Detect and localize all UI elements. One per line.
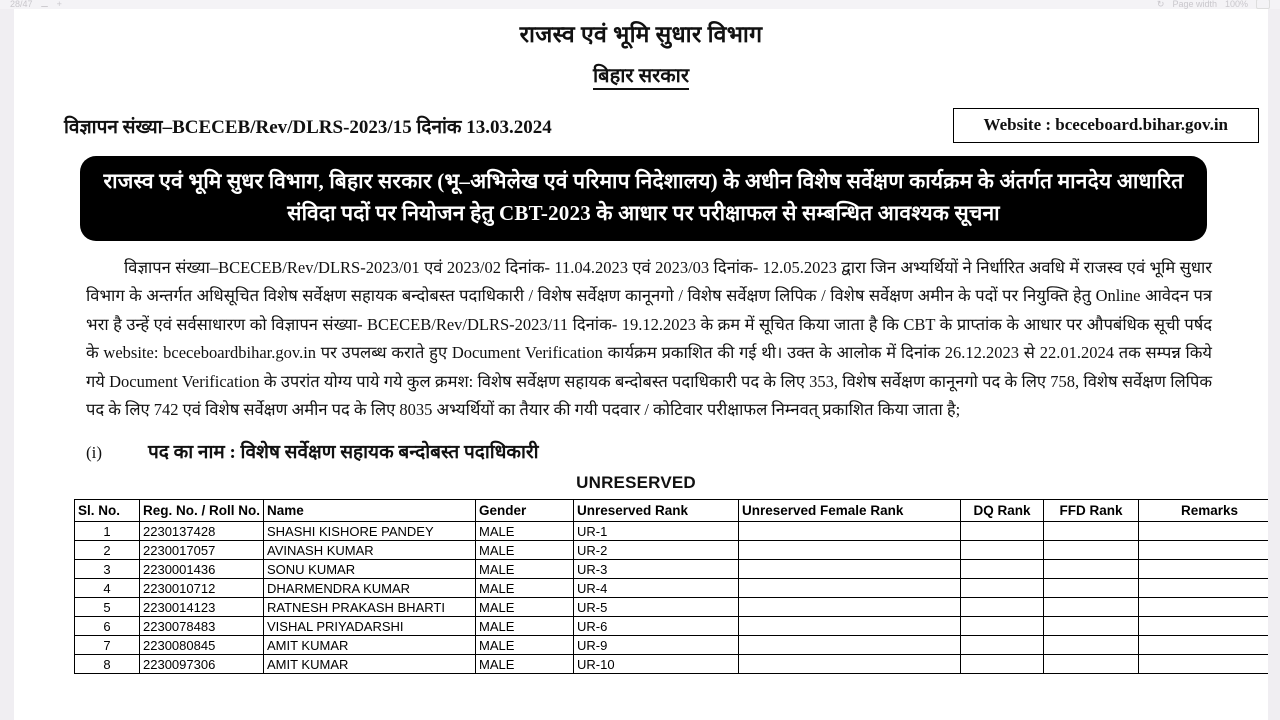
viewer-toolbar-right-group xyxy=(1147,0,1280,9)
download-button[interactable] xyxy=(1256,0,1270,9)
cell-remarks xyxy=(1139,541,1269,560)
page-indicator: 28/47 xyxy=(10,0,33,9)
cell-dq-rank xyxy=(961,655,1044,674)
cell-sl-no: 2 xyxy=(75,541,140,560)
cell-gender: MALE xyxy=(476,541,574,560)
col-header-ur-rank: Unreserved Rank xyxy=(574,500,739,522)
cell-gender: MALE xyxy=(476,579,574,598)
col-header-dq-rank: DQ Rank xyxy=(961,500,1044,522)
cell-name: AMIT KUMAR xyxy=(264,655,476,674)
government-title: बिहार सरकार xyxy=(14,61,1268,88)
cell-remarks xyxy=(1139,522,1269,541)
zoom-in-icon[interactable]: + xyxy=(56,0,62,9)
result-table-head xyxy=(75,500,1269,522)
cell-sl-no: 8 xyxy=(75,655,140,674)
cell-reg-no: 2230017057 xyxy=(140,541,264,560)
table-row xyxy=(75,541,1269,560)
cell-ur-rank: UR-2 xyxy=(574,541,739,560)
cell-remarks xyxy=(1139,655,1269,674)
pdf-viewer-toolbar[interactable] xyxy=(0,0,1280,9)
result-table-body xyxy=(75,522,1269,674)
col-header-remarks: Remarks xyxy=(1139,500,1269,522)
cell-dq-rank xyxy=(961,579,1044,598)
cell-sl-no: 5 xyxy=(75,598,140,617)
cell-dq-rank xyxy=(961,541,1044,560)
cell-sl-no: 6 xyxy=(75,617,140,636)
post-name-label: पद का नाम : विशेष सर्वेक्षण सहायक बन्दोबस्त पदाधिकारी xyxy=(148,442,539,464)
result-table xyxy=(74,499,1268,674)
cell-ur-female-rank xyxy=(739,617,961,636)
cell-sl-no: 4 xyxy=(75,579,140,598)
cell-ur-rank: UR-6 xyxy=(574,617,739,636)
cell-sl-no: 1 xyxy=(75,522,140,541)
cell-ffd-rank xyxy=(1044,541,1139,560)
cell-remarks xyxy=(1139,560,1269,579)
rotate-icon[interactable]: ↻ xyxy=(1156,0,1165,9)
notice-banner: राजस्व एवं भूमि सुधर विभाग, बिहार सरकार (भू–अभिलेख एवं परिमाप निदेशालय) के अधीन विशेष सर्वेक्षण कार्यक्रम के अंतर्गत मानदेय आधारित संविदा पदों पर नियोजन हेतु CBT-2023 के आधार पर परीक्षाफल से सम्बन्धित आवश्यक सूचना xyxy=(80,156,1207,241)
cell-ur-rank: UR-10 xyxy=(574,655,739,674)
cell-name: AMIT KUMAR xyxy=(264,636,476,655)
cell-remarks xyxy=(1139,617,1269,636)
cell-dq-rank xyxy=(961,617,1044,636)
cell-name: RATNESH PRAKASH BHARTI xyxy=(264,598,476,617)
cell-reg-no: 2230097306 xyxy=(140,655,264,674)
cell-remarks xyxy=(1139,636,1269,655)
col-header-ffd-rank: FFD Rank xyxy=(1044,500,1139,522)
table-row xyxy=(75,655,1269,674)
cell-ur-rank: UR-3 xyxy=(574,560,739,579)
table-row xyxy=(75,560,1269,579)
cell-ur-female-rank xyxy=(739,636,961,655)
post-marker: (i) xyxy=(86,443,103,463)
notice-paragraph-text: विज्ञापन संख्या–BCECEB/Rev/DLRS-2023/01 एवं 2023/02 दिनांक- 11.04.2023 एवं 2023/03 दिनांक- 12.05.2023 द्वारा जिन अभ्यर्थियों ने निर्धारित अवधि में राजस्व एवं भूमि सुधार विभाग के अन्तर्गत अधिसूचित विशेष सर्वेक्षण सहायक बन्दोबस्त पदाधिकारी / विशेष सर्वेक्षण कानूनगो / विशेष सर्वेक्षण लिपिक / विशेष सर्वेक्षण अमीन के पदों पर नियुक्ति हेतु Online आवेदन पत्र भरा है उन्हें एवं सर्वसाधारण को विज्ञापन संख्या- BCECEB/Rev/DLRS-2023/11 दिनांक- 19.12.2023 के क्रम में सूचित किया जाता है कि CBT के प्राप्तांक के आधार पर औपबंधिक सूची पर्षद के website: bceceboardbihar.gov.in पर उपलब्ध कराते हुए Document Verification कार्यक्रम प्रकाशित की गई थी। उक्त के आलोक में दिनांक 26.12.2023 से 22.01.2024 तक सम्पन्न किये गये Document Verification के उपरांत योग्य पाये गये कुल क्रमश: विशेष सर्वेक्षण सहायक बन्दोबस्त पदाधिकारी पद के लिए 353, विशेष सर्वेक्षण कानूनगो पद के लिए 758, विशेष सर्वेक्षण लिपिक पद के लिए 742 एवं विशेष सर्वेक्षण अमीन पद के लिए 8035 अभ्यर्थियों का तैयार की गयी पदवार / कोटिवार परीक्षाफल निम्नवत् प्रकाशित किया जाता है; xyxy=(86,258,1212,419)
cell-ur-rank: UR-5 xyxy=(574,598,739,617)
cell-ur-female-rank xyxy=(739,541,961,560)
col-header-reg-no: Reg. No. / Roll No. xyxy=(140,500,264,522)
cell-gender: MALE xyxy=(476,655,574,674)
cell-name: SHASHI KISHORE PANDEY xyxy=(264,522,476,541)
cell-name: AVINASH KUMAR xyxy=(264,541,476,560)
cell-name: SONU KUMAR xyxy=(264,560,476,579)
cell-gender: MALE xyxy=(476,617,574,636)
cell-ffd-rank xyxy=(1044,560,1139,579)
zoom-level-label[interactable]: 100% xyxy=(1224,0,1248,9)
table-row xyxy=(75,598,1269,617)
notice-paragraph xyxy=(86,254,1212,424)
cell-ffd-rank xyxy=(1044,655,1139,674)
cell-reg-no: 2230137428 xyxy=(140,522,264,541)
cell-reg-no: 2230078483 xyxy=(140,617,264,636)
cell-ffd-rank xyxy=(1044,617,1139,636)
cell-ffd-rank xyxy=(1044,636,1139,655)
cell-ur-female-rank xyxy=(739,655,961,674)
cell-gender: MALE xyxy=(476,522,574,541)
cell-ur-female-rank xyxy=(739,560,961,579)
cell-reg-no: 2230080845 xyxy=(140,636,264,655)
cell-reg-no: 2230010712 xyxy=(140,579,264,598)
cell-ffd-rank xyxy=(1044,579,1139,598)
cell-remarks xyxy=(1139,598,1269,617)
cell-gender: MALE xyxy=(476,560,574,579)
post-name-heading xyxy=(14,438,1268,464)
fit-mode-label[interactable]: Page width xyxy=(1172,0,1217,9)
cell-dq-rank xyxy=(961,522,1044,541)
cell-ur-female-rank xyxy=(739,579,961,598)
zoom-out-icon[interactable]: ⚊ xyxy=(40,0,49,9)
category-heading: UNRESERVED xyxy=(576,473,696,493)
col-header-sl-no: Sl. No. xyxy=(75,500,140,522)
cell-remarks xyxy=(1139,579,1269,598)
advertisement-row xyxy=(14,108,1268,143)
cell-ffd-rank xyxy=(1044,598,1139,617)
cell-name: VISHAL PRIYADARSHI xyxy=(264,617,476,636)
cell-ur-female-rank xyxy=(739,598,961,617)
cell-sl-no: 7 xyxy=(75,636,140,655)
advertisement-number: विज्ञापन संख्या–BCECEB/Rev/DLRS-2023/15 दिनांक 13.03.2024 xyxy=(64,116,552,138)
cell-dq-rank xyxy=(961,598,1044,617)
cell-ur-rank: UR-9 xyxy=(574,636,739,655)
table-row xyxy=(75,522,1269,541)
col-header-ur-female-rank: Unreserved Female Rank xyxy=(739,500,961,522)
cell-ur-rank: UR-4 xyxy=(574,579,739,598)
cell-gender: MALE xyxy=(476,598,574,617)
cell-dq-rank xyxy=(961,560,1044,579)
cell-dq-rank xyxy=(961,636,1044,655)
table-row xyxy=(75,579,1269,598)
document-page xyxy=(14,9,1268,720)
viewer-toolbar-left-group xyxy=(0,0,72,9)
table-row xyxy=(75,617,1269,636)
cell-ur-female-rank xyxy=(739,522,961,541)
website-box: Website : bceceboard.bihar.gov.in xyxy=(953,108,1259,143)
cell-ur-rank: UR-1 xyxy=(574,522,739,541)
cell-reg-no: 2230014123 xyxy=(140,598,264,617)
department-title: राजस्व एवं भूमि सुधार विभाग xyxy=(519,22,763,47)
cell-name: DHARMENDRA KUMAR xyxy=(264,579,476,598)
cell-gender: MALE xyxy=(476,636,574,655)
table-row xyxy=(75,636,1269,655)
table-header-row xyxy=(75,500,1269,522)
cell-ffd-rank xyxy=(1044,522,1139,541)
cell-reg-no: 2230001436 xyxy=(140,560,264,579)
cell-sl-no: 3 xyxy=(75,560,140,579)
col-header-name: Name xyxy=(264,500,476,522)
col-header-gender: Gender xyxy=(476,500,574,522)
